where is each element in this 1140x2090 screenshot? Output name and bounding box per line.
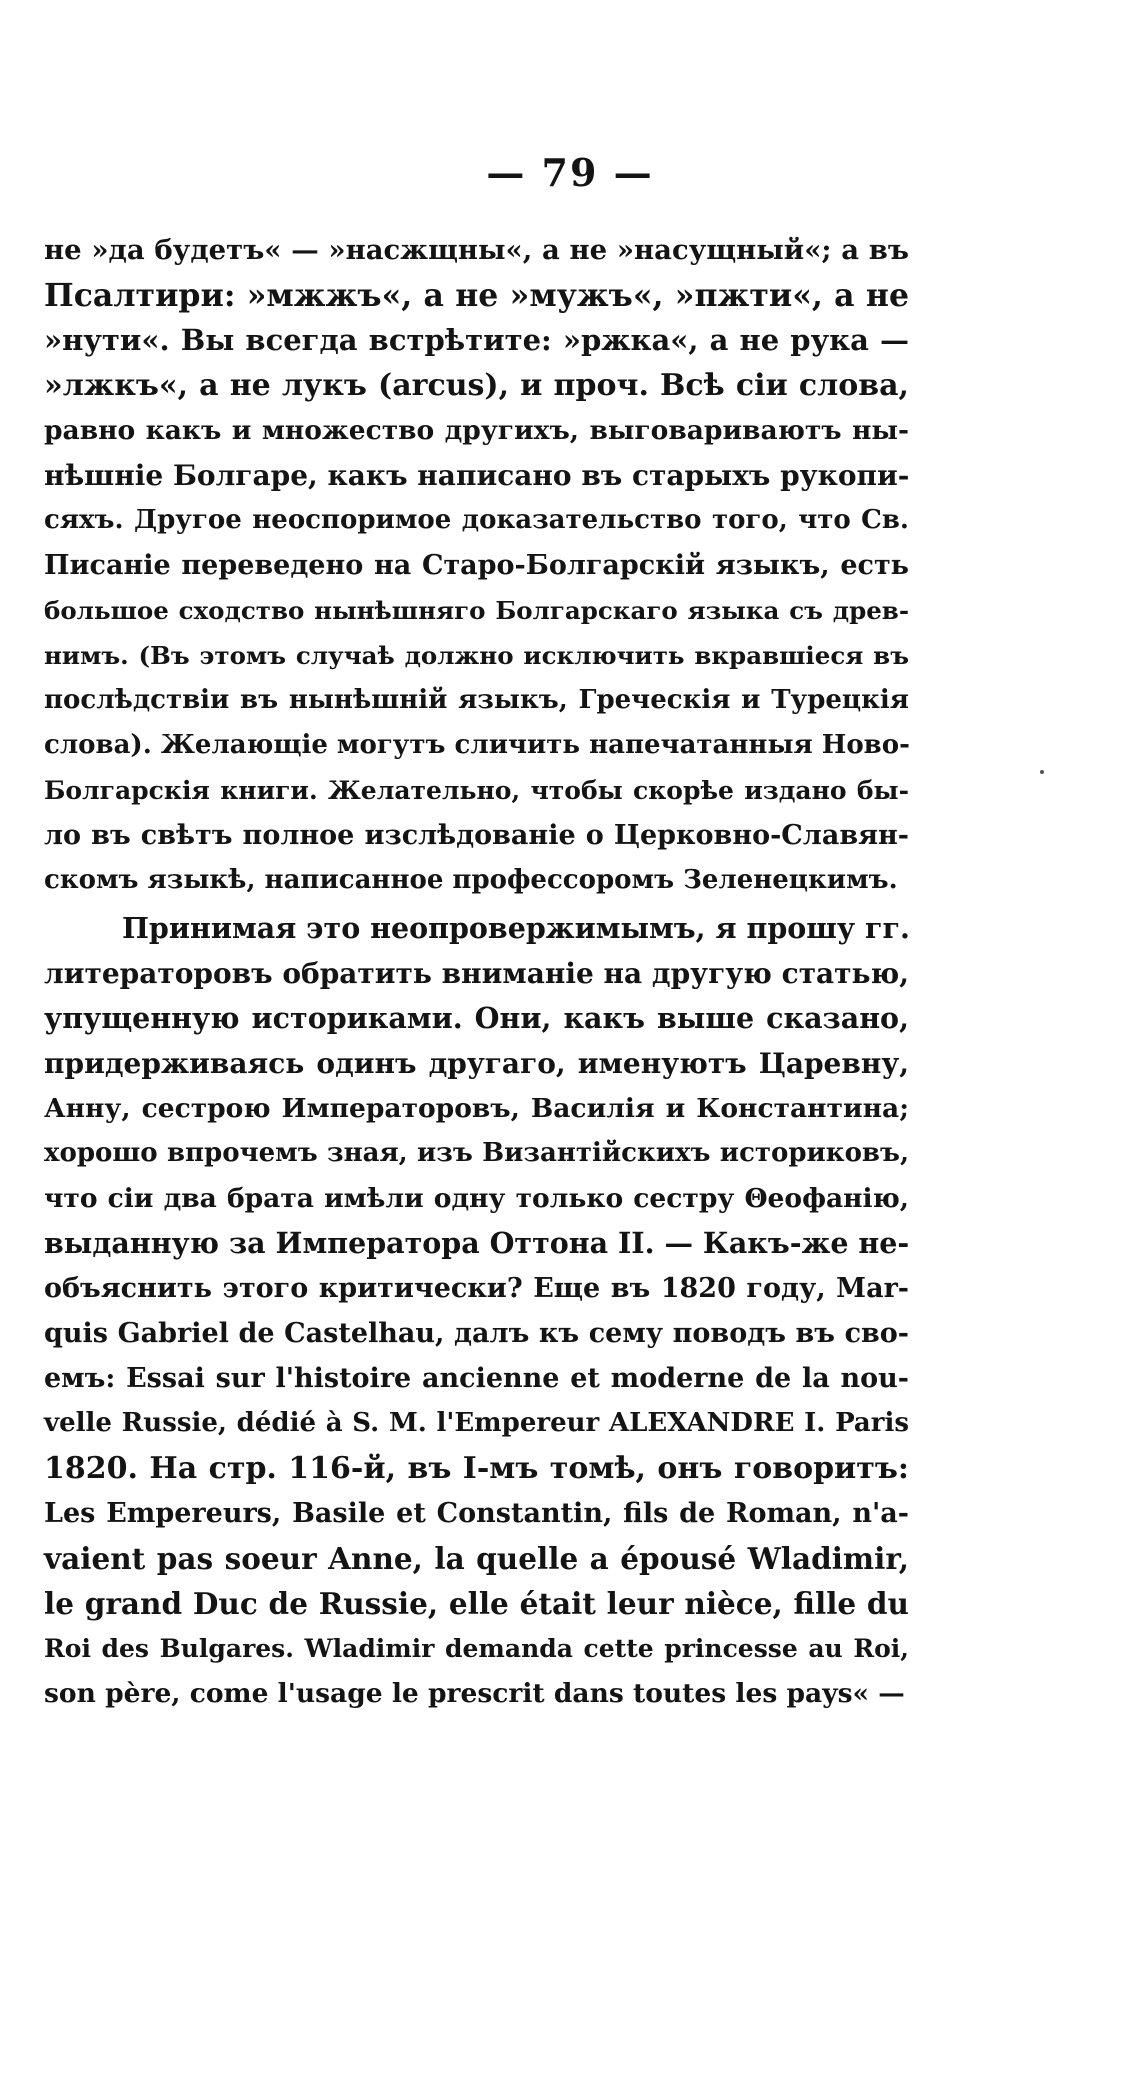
text-line: равно какъ и множество другихъ, выговариваютъ ны- [44,415,909,446]
text-line: Писаніе переведено на Старо-Болгарскій языкъ, есть [44,550,909,581]
text-line: »лжкъ«, а не лукъ (arcus), и проч. Всѣ сіи слова, [44,368,909,403]
text-line: объяснить этого критически? Еще въ 1820 году, Mar- [44,1273,909,1304]
text-line: выданную за Императора Оттона II. — Какъ-же не- [44,1226,910,1260]
text-line: velle Russie, dédié à S. M. l'Empereur ALEXANDRE I. Paris [44,1408,909,1438]
paragraph-2 [44,906,909,1716]
text-line: скомъ языкѣ, написанное профессоромъ Зеленецкимъ. [44,865,898,895]
text-line: послѣдствіи въ нынѣшній языкъ, Греческія и Турецкія [44,685,909,715]
text-line: Болгарскія книги. Желательно, чтобы скорѣе издано бы- [44,776,909,805]
page-number: — 79 — [486,150,654,195]
text-line: литераторовъ обратить вниманіе на другую статью, [44,957,909,990]
text-line: не »да будетъ« — »насжщны«, а не »насущный«; а въ [44,234,909,266]
text-line: »нути«. Вы всегда встрѣтите: »ржка«, а не рука — [44,323,909,357]
text-line: ло въ свѣтъ полное изслѣдованіе о Церковно-Славян- [44,820,909,851]
text-line: le grand Duc de Russie, elle était leur nièce, fille du [44,1586,909,1621]
print-speck [1040,770,1044,774]
text-line: упущенную историками. Они, какъ выше сказано, [44,1001,909,1035]
text-line: son père, come l'usage le prescrit dans toutes les pays« — [44,1678,905,1709]
text-line: Анну, сестрою Императоровъ, Василія и Константина; [44,1093,909,1124]
text-line: vaient pas soeur Anne, la quelle a épousé Wladimir, [44,1541,909,1576]
text-line: Les Empereurs, Basile et Constantin, fils de Roman, n'a- [44,1498,909,1529]
text-line: нимъ. (Въ этомъ случаѣ должно исключить вкравшіеся въ [44,641,909,670]
text-line: что сіи два брата имѣли одну только сестру Θеофанію, [44,1183,909,1214]
paragraph-1 [44,228,909,903]
text-line: хорошо впрочемъ зная, изъ Византійскихъ историковъ, [44,1138,909,1168]
text-line: нѣшніе Болгаре, какъ написано въ старыхъ рукопи- [44,459,910,492]
text-line: емъ: Essai sur l'histoire ancienne et moderne de la nou- [44,1363,909,1394]
text-line: 1820. На стр. 116-й, въ I-мъ томѣ, онъ говоритъ: [44,1451,909,1486]
text-line: Псалтири: »мжжъ«, а не »мужъ«, »пжти«, а не [44,277,909,314]
text-line: сяхъ. Другое неоспоримое доказательство того, что Св. [44,505,909,535]
text-line: слова). Желающіе могутъ сличить напечатанныя Ново- [44,730,910,760]
text-line: quis Gabriel de Castelhau, далъ къ сему поводъ въ сво- [44,1318,909,1349]
text-line: Принимая это неопровержимымъ, я прошу гг. [122,911,910,945]
text-line: Roi des Bulgares. Wladimir demanda cette princesse au Roi, [44,1634,909,1663]
text-line: большое сходство нынѣшняго Болгарскаго языка съ древ- [44,596,909,625]
text-line: придерживаясь одинъ другаго, именуютъ Царевну, [44,1047,909,1080]
